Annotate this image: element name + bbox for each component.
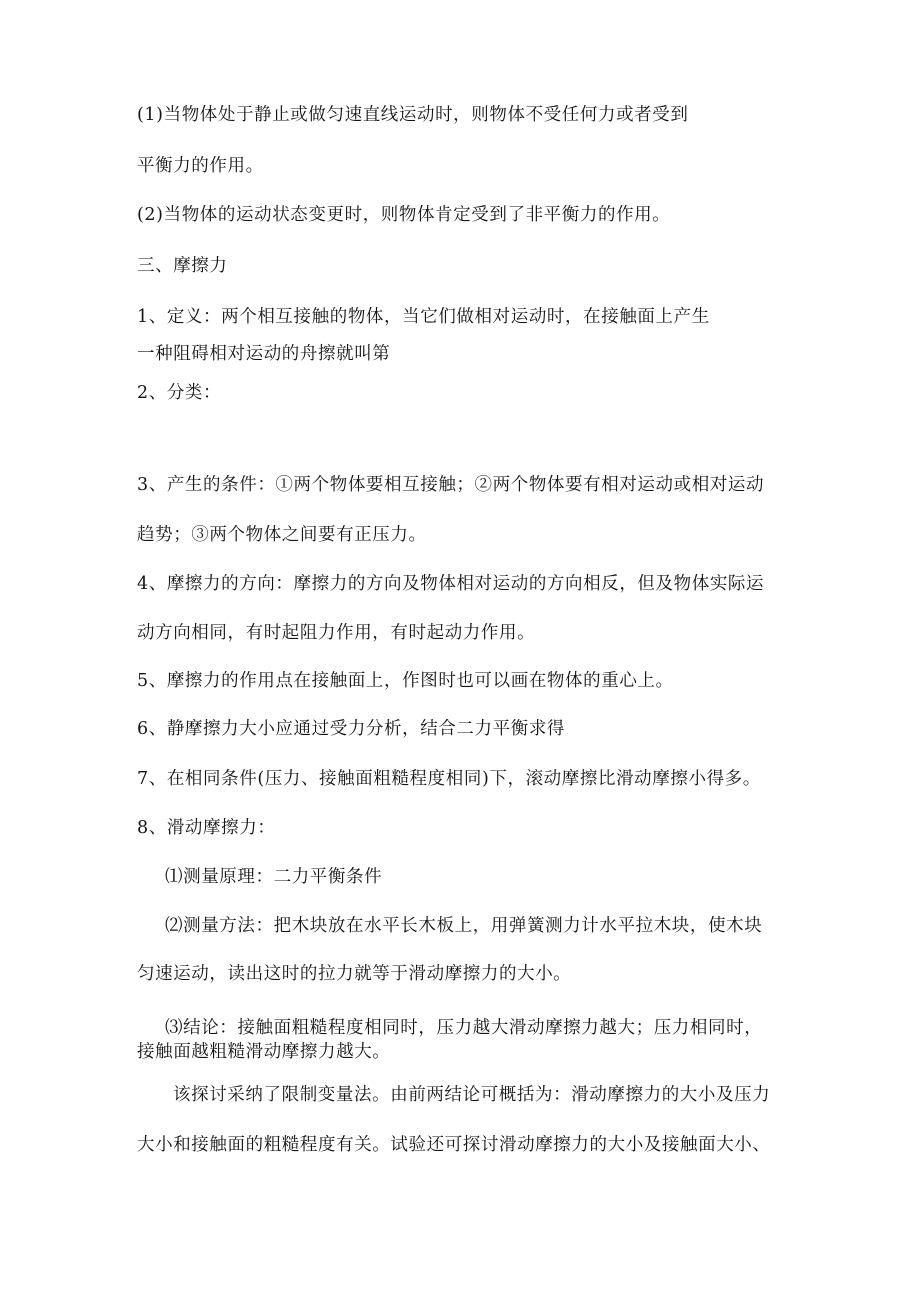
text-line: 接触面越粗糙滑动摩擦力越大。	[137, 1042, 391, 1062]
text-line: 趋势；③两个物体之间要有正压力。	[137, 525, 427, 545]
section-heading: 三、摩擦力	[137, 256, 228, 276]
text-line: ⑴测量原理：二力平衡条件	[165, 867, 383, 887]
text-line: 一种阻碍相对运动的舟擦就叫第	[137, 344, 391, 364]
text-line: ⑵测量方法：把木块放在水平长木板上，用弹簧测力计水平拉木块，使木块	[165, 916, 763, 936]
text-line: 6、静摩擦力大小应通过受力分析，结合二力平衡求得	[137, 719, 566, 739]
text-line: 8、滑动摩擦力：	[137, 818, 276, 838]
text-line: 该探讨采纳了限制变量法。由前两结论可概括为：滑动摩擦力的大小及压力	[173, 1085, 771, 1105]
text-line: 1、定义：两个相互接触的物体，当它们做相对运动时，在接触面上产生	[137, 307, 710, 327]
text-line: 3、产生的条件：①两个物体要相互接触；②两个物体要有相对运动或相对运动	[137, 475, 765, 495]
text-line: 7、在相同条件(压力、接触面粗糙程度相同)下，滚动摩擦比滑动摩擦小得多。	[137, 769, 761, 789]
text-line: 大小和接触面的粗糙程度有关。试验还可探讨滑动摩擦力的大小及接触面大小、	[137, 1135, 771, 1155]
text-line: 平衡力的作用。	[137, 156, 264, 176]
text-line: (1)当物体处于静止或做匀速直线运动时，则物体不受任何力或者受到	[137, 105, 689, 125]
text-line: 动方向相同，有时起阻力作用，有时起动力作用。	[137, 623, 536, 643]
text-line: 2、分类：	[137, 383, 222, 403]
text-line: 匀速运动，读出这时的拉力就等于滑动摩擦力的大小。	[137, 964, 572, 984]
text-line: (2)当物体的运动状态变更时，则物体肯定受到了非平衡力的作用。	[137, 205, 671, 225]
text-line: ⑶结论：接触面粗糙程度相同时，压力越大滑动摩擦力越大；压力相同时，	[165, 1018, 763, 1038]
text-line: 4、摩擦力的方向：摩擦力的方向及物体相对运动的方向相反，但及物体实际运	[137, 574, 765, 594]
text-line: 5、摩擦力的作用点在接触面上，作图时也可以画在物体的重心上。	[137, 671, 674, 691]
